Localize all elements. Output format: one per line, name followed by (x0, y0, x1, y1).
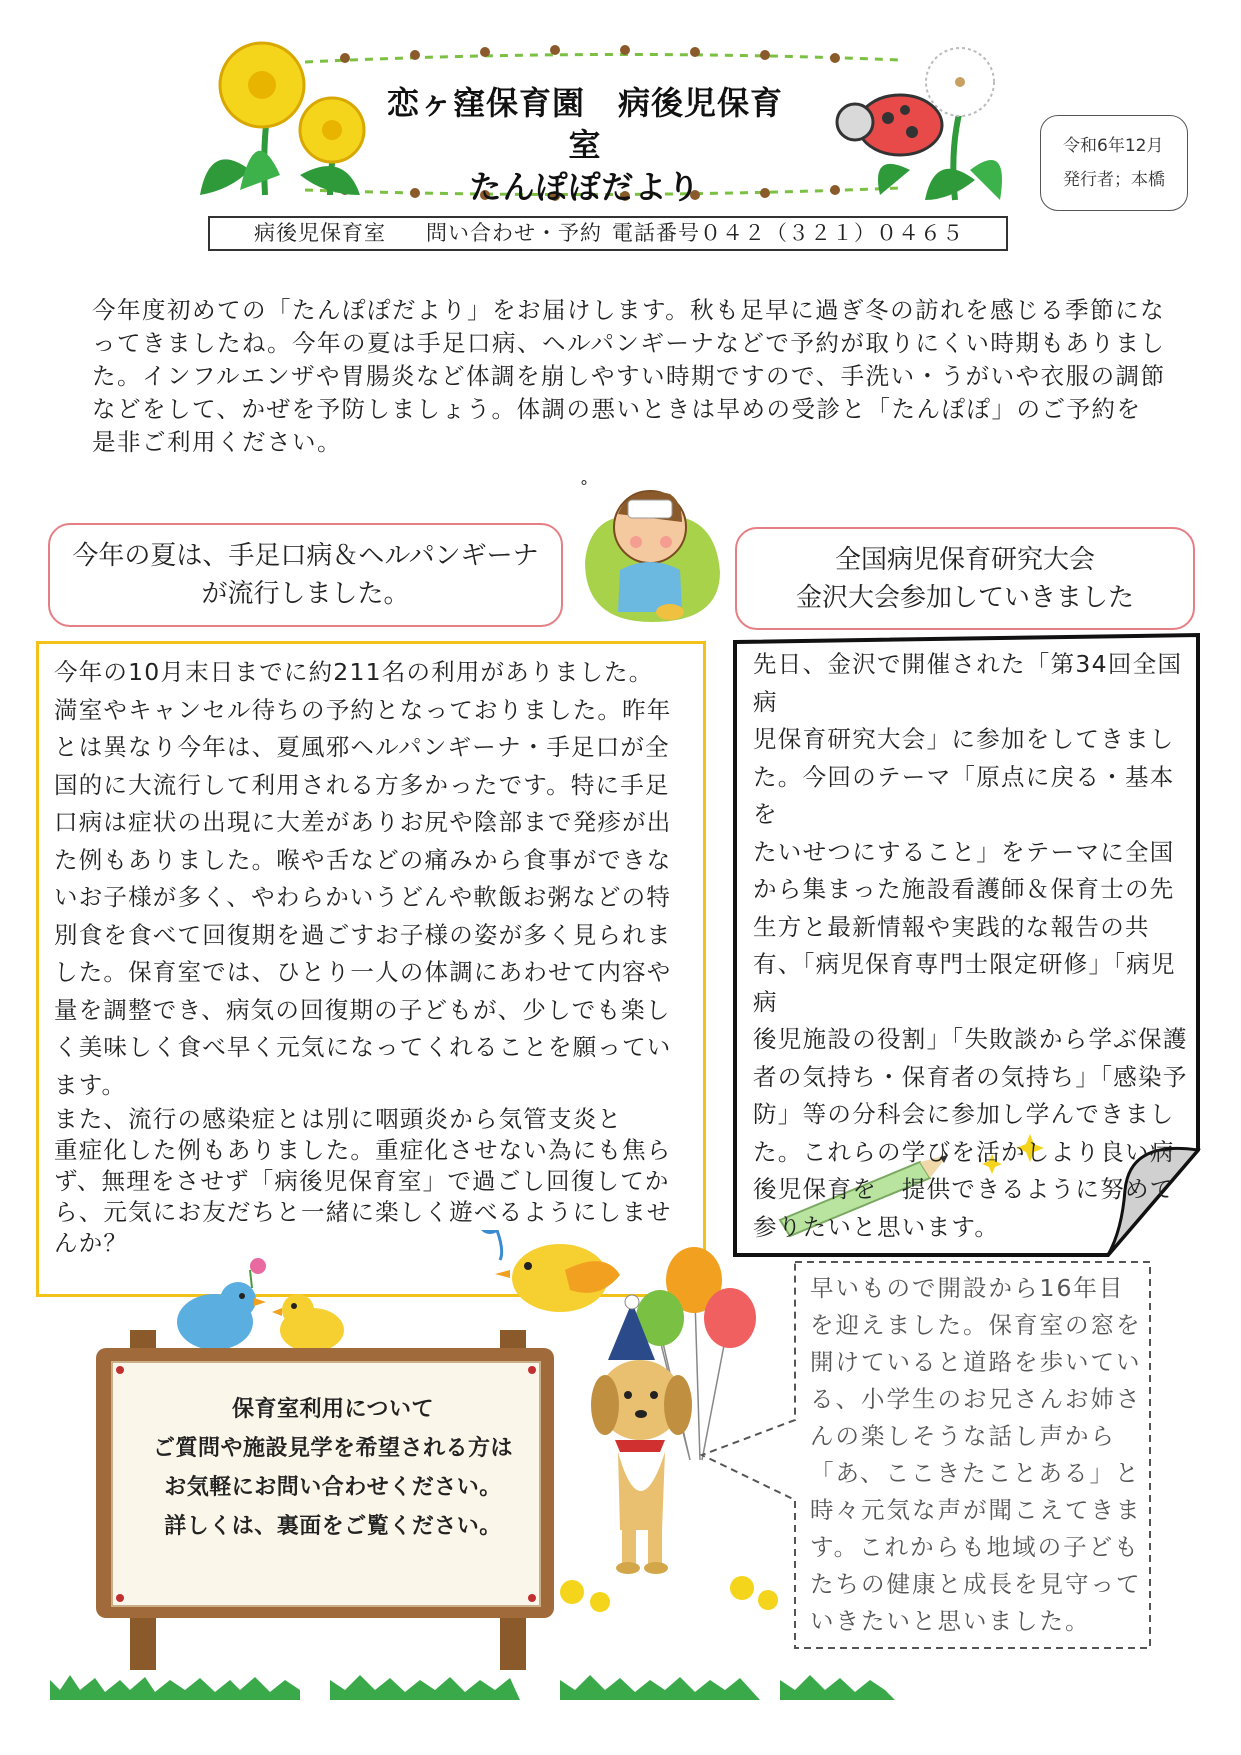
bubble-line: いきたいと思いました。 (810, 1607, 1091, 1635)
article-line: 別食を食べて回復期を過ごすお子様の姿が多く見られま (54, 920, 672, 949)
intro-paragraph (92, 294, 1192, 459)
dandelion-icon (200, 43, 364, 195)
contact-bar (208, 216, 1008, 251)
sign-line: 保育室利用について (231, 1397, 435, 1422)
left-article-text (54, 654, 699, 1259)
section-heading-left (48, 523, 563, 627)
article-line: 参りたいと思います。 (753, 1212, 1000, 1241)
article-line: した。保育室では、ひとり一人の体調にあわせて内容や (54, 958, 672, 986)
contact-room: 病後児保育室 (254, 221, 386, 245)
article-line: 者の気持ち・保育者の気持ち」「感染予 (753, 1062, 1188, 1091)
heading-line: が流行しました。 (201, 579, 410, 609)
signboard-text (128, 1390, 538, 1546)
article-line: く美味しく食べ早く元気になってくれることを願ってい (54, 1033, 672, 1061)
bubble-line: たちの健康と成長を見守って (810, 1570, 1142, 1598)
article-line: 後児保育を 提供できるように努めて (753, 1175, 1175, 1203)
bubble-line: んの楽しそうな話し声から (810, 1422, 1116, 1450)
article-line: 生方と最新情報や実践的な報告の共 (753, 912, 1150, 941)
article-line: 児保育研究大会」に参加をしてきまし (753, 725, 1175, 753)
bird-icon (478, 1230, 620, 1312)
speech-bubble-text (810, 1270, 1155, 1640)
article-line: ず、無理をさせず「病後児保育室」で過ごし回復してか (54, 1167, 670, 1195)
article-line: 今年の10月末日までに約211名の利用がありました。 (54, 658, 654, 686)
intro-line: 今年度初めての「たんぽぽだより」をお届けします。秋も足早に過ぎ冬の訪れを感じる季節にな (92, 296, 1166, 324)
article-line: た例もありました。喉や舌などの痛みから食事ができな (54, 845, 672, 874)
article-line: 国的に大流行して利用される方多かったです。特に手足 (54, 770, 670, 799)
article-line: 防」等の分科会に参加し学んできまし (753, 1100, 1175, 1128)
title-line-1: 恋ヶ窪保育園 病後児保育室 (386, 84, 783, 164)
grass-decoration (50, 1675, 895, 1720)
article-line: 重症化した例もありました。重症化させない為にも焦ら (54, 1136, 672, 1164)
heading-line: 金沢大会参加していきました (795, 583, 1134, 613)
dandelion-icon (560, 1576, 778, 1612)
article-line: んか？ (54, 1229, 129, 1257)
newsletter-title (375, 82, 795, 208)
contact-label: 問い合わせ・予約 (426, 221, 602, 245)
issue-date: 令和6年12月 (1063, 136, 1164, 156)
date-box (1040, 115, 1188, 211)
article-line: 口病は症状の出現に大差がありお尻や陰部まで発疹が出 (54, 808, 672, 836)
svg-text:°: ° (580, 477, 588, 496)
article-line: 有、「病児保育専門士限定研修」「病児病 (753, 950, 1176, 1016)
contact-phone: 電話番号０４２（３２１）０４６５ (612, 221, 964, 245)
article-line: 量を調整でき、病気の回復期の子どもが、少しでも楽し (54, 995, 671, 1024)
intro-line: 是非ご利用ください。 (92, 428, 342, 456)
article-line: また、流行の感染症とは別に咽頭炎から気管支炎と (54, 1105, 623, 1133)
intro-line: た。インフルエンザや胃腸炎など体調を崩しやすい時期ですので、手洗い・うがいや衣服の調節 (92, 362, 1166, 390)
publisher: 発行者；本橋 (1063, 170, 1165, 190)
bird-icon (272, 1294, 344, 1352)
article-line: 後児施設の役割」「失敗談から学ぶ保護 (753, 1025, 1188, 1053)
sign-line: 詳しくは、裏面をご覧ください。 (164, 1514, 502, 1539)
article-line: いお子様が多く、やわらかいうどんや軟飯お粥などの特 (54, 883, 672, 911)
right-article-text (753, 646, 1193, 1246)
bubble-line: を迎えました。保育室の窓を (810, 1311, 1142, 1339)
sign-line: ご質問や施設見学を希望される方は (152, 1436, 513, 1461)
sign-line: お気軽にお問い合わせください。 (164, 1475, 502, 1500)
article-line: た。今回のテーマ「原点に戻る・基本を (753, 762, 1175, 828)
article-line: とは異なり今年は、夏風邪ヘルパンギーナ・手足口が全 (54, 733, 670, 761)
bird-icon (177, 1258, 266, 1350)
heading-line: 全国病児保育研究大会 (834, 545, 1095, 575)
article-line: から集まった施設看護師＆保育士の先 (753, 875, 1175, 903)
bubble-line: 時々元気な声が聞こえてきま (810, 1496, 1142, 1524)
sick-baby-illustration (570, 472, 735, 632)
ladybug-icon (837, 48, 1002, 200)
bubble-line: す。これからも地域の子ども (810, 1533, 1140, 1561)
intro-line: ってきましたね。今年の夏は手足口病、ヘルパンギーナなどで予約が取りにくい時期もありまし (92, 329, 1166, 357)
article-line: ら、元気にお友だちと一緒に楽しく遊べるようにしませ (54, 1198, 672, 1226)
bubble-line: 「あ、ここきたことある」と (810, 1459, 1141, 1487)
article-line: た。これらの学びを活かしより良い病 (753, 1137, 1175, 1166)
bubble-line: 開けていると道路を歩いてい (810, 1348, 1142, 1376)
intro-line: などをして、かぜを予防しましょう。体調の悪いときは早めの受診と「たんぽぽ」のご予約を (92, 395, 1142, 423)
article-line: 満室やキャンセル待ちの予約となっておりました。昨年 (54, 695, 672, 724)
article-line: ます。 (54, 1070, 127, 1099)
heading-line: 今年の夏は、手足口病＆ヘルパンギーナ (72, 541, 539, 571)
bubble-line: る、小学生のお兄さんお姉さ (810, 1385, 1142, 1413)
article-line: 先日、金沢で開催された「第34回全国病 (753, 650, 1183, 716)
bubble-line: 早いもので開設から16年目 (810, 1274, 1125, 1302)
article-line: たいせつにすること」をテーマに全国 (753, 837, 1175, 866)
section-heading-right (735, 527, 1195, 630)
title-line-2: たんぽぽだより (469, 168, 701, 206)
